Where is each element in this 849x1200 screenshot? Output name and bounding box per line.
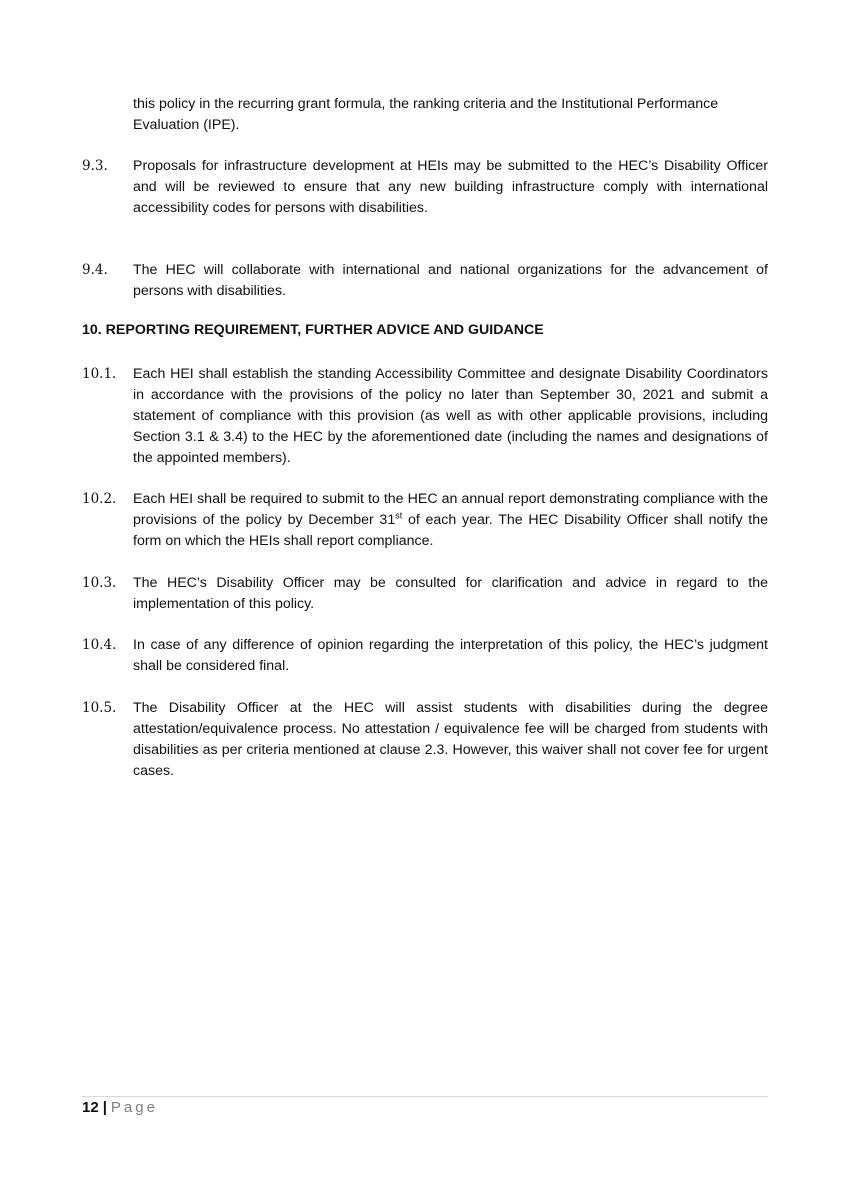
clause-number: 10.4. [82, 637, 117, 653]
page-label: Page [110, 1099, 158, 1116]
clause-text-part: of each year. The HEC Disability Officer shall notify the form on which the HEIs shall report compliance. [133, 512, 769, 549]
footer-divider [82, 1096, 768, 1097]
clause-text: The HEC’s Disability Officer may be consulted for clarification and advice in regard to the implementation of this policy. [133, 575, 768, 612]
clause-number: 10.5. [82, 700, 117, 716]
clause-9-4 [82, 260, 768, 302]
page-number: 12 [82, 1099, 99, 1116]
clause-text: The HEC will collaborate with international and national organizations for the advancement of persons with disabilities. [133, 262, 768, 299]
section-heading: 10. REPORTING REQUIREMENT, FURTHER ADVICE AND GUIDANCE [82, 322, 544, 338]
continuation-paragraph: this policy in the recurring grant formula, the ranking criteria and the Institutional Performance Evaluation (IPE). [133, 96, 719, 133]
ordinal-suffix: st [395, 510, 403, 521]
clause-number: 10.1. [82, 366, 117, 382]
clause-10-3 [82, 573, 768, 615]
clause-text: In case of any difference of opinion regarding the interpretation of this policy, the HEC’s judgment shall be considered final. [133, 637, 768, 674]
clause-number: 10.3. [82, 575, 117, 591]
footer-separator: | [102, 1099, 107, 1116]
clause-10-1 [82, 364, 768, 469]
clause-9-3 [82, 156, 768, 219]
clause-10-4 [82, 635, 768, 677]
clause-text [133, 489, 768, 552]
clause-number: 10.2. [82, 491, 117, 507]
clause-text: Proposals for infrastructure development at HEIs may be submitted to the HEC’s Disability Officer and will be reviewed to ensure that any new building infrastructure comply with international accessibility codes for persons with disabilities. [133, 158, 768, 216]
clause-10-5 [82, 698, 768, 782]
clause-10-2 [82, 489, 768, 552]
clause-number: 9.3. [82, 158, 108, 174]
clause-text: Each HEI shall establish the standing Accessibility Committee and designate Disability Coordinators in accordance with the provisions of the policy no later than September 30, 2021 and submit a statement of compliance with this provision (as well as with other applicable provisions, including Section 3.1 & 3.4) to the HEC by the aforementioned date (including the names and designations of the appointed members). [133, 366, 768, 466]
clause-text: The Disability Officer at the HEC will assist students with disabilities during the degree attestation/equivalence process. No attestation / equivalence fee will be charged from students with disabilities as per criteria mentioned at clause 2.3. However, this waiver shall not cover fee for urgent cases. [133, 700, 768, 779]
clause-number: 9.4. [82, 262, 108, 278]
page-footer [82, 1099, 158, 1116]
clause-text-part: Each HEI shall be required to submit to the HEC an annual report demonstrating compliance with the provisions of the policy by December 31 [133, 491, 768, 528]
